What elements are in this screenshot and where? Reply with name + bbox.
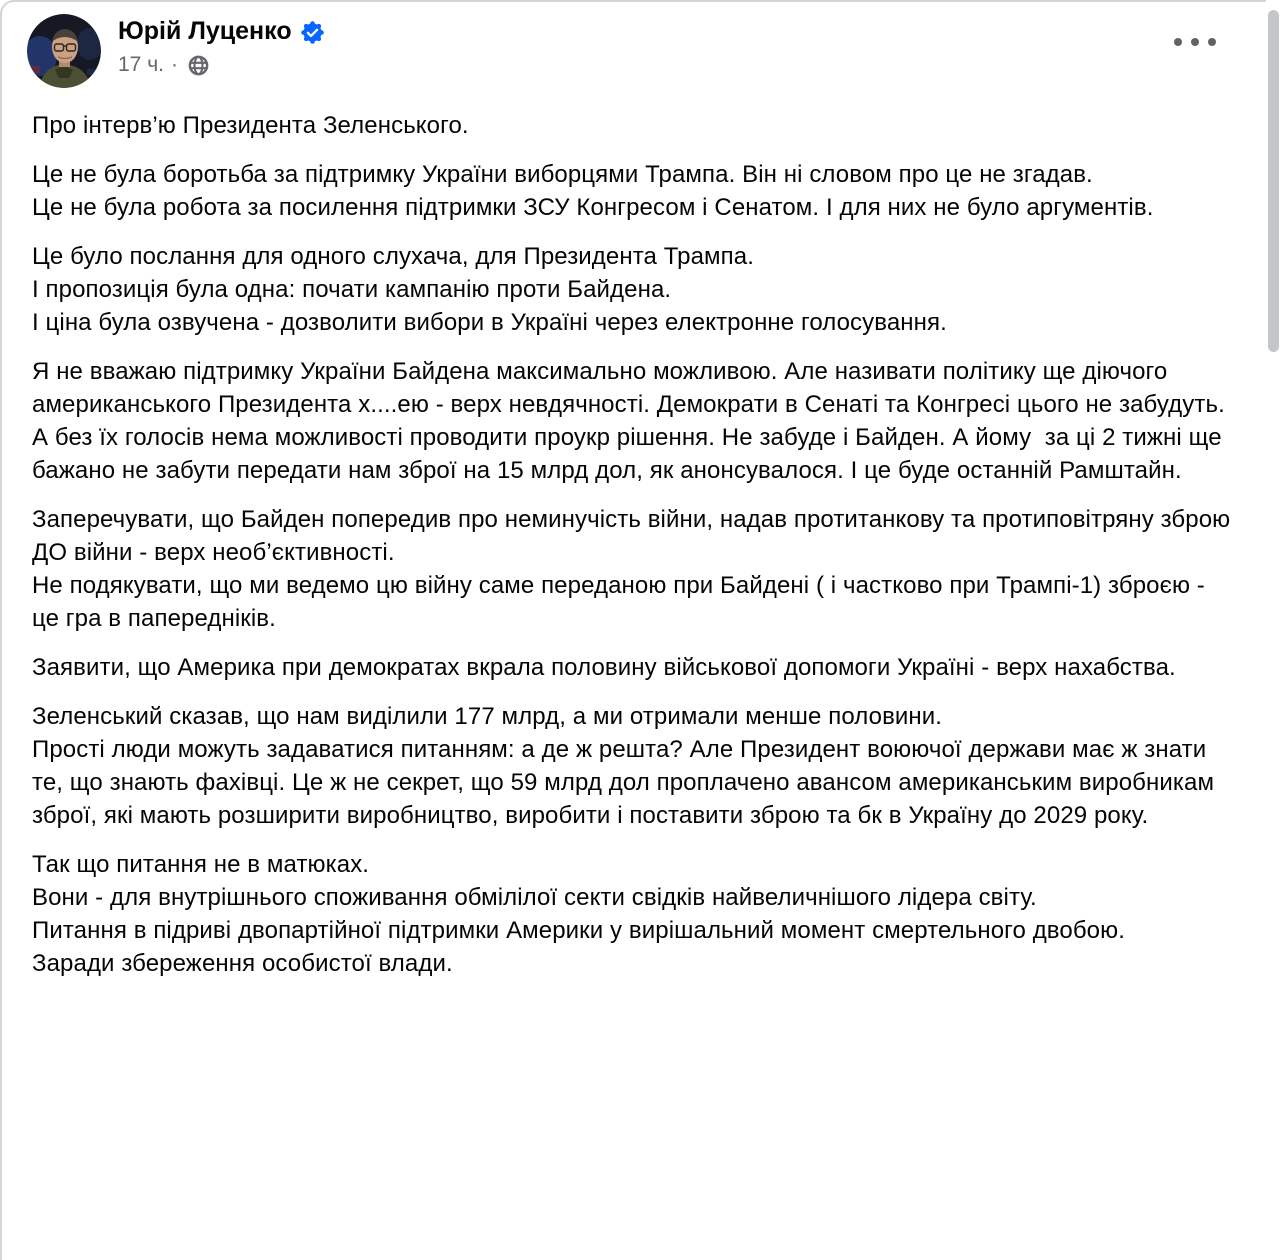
- author-row: [118, 16, 324, 46]
- avatar-image: [27, 14, 101, 88]
- globe-icon: [187, 54, 210, 77]
- post-text-line: Вони - для внутрішнього споживання обмілілої секти свідків найвеличнішого лідера світу.: [32, 884, 1037, 911]
- post-text-line: Заявити, що Америка при демократах вкрала половину військової допомоги Україні - верх нахабства.: [32, 654, 1176, 681]
- post-text-line: Це було послання для одного слухача, для Президента Трампа.: [32, 243, 754, 270]
- post-text-line: Це не була боротьба за підтримку України виборцями Трампа. Він ні словом про це не згадав.: [32, 161, 1093, 188]
- ellipsis-icon: [1174, 38, 1182, 46]
- scrollbar-thumb[interactable]: [1268, 10, 1279, 352]
- post-text-line: Заради збереження особистої влади.: [32, 950, 453, 977]
- ellipsis-icon: [1208, 38, 1216, 46]
- post-text-line: Не подякувати, що ми ведемо цю війну саме переданою при Байдені ( і частково при Трампі-1) зброєю - це гра в папередніків.: [32, 572, 1212, 632]
- ellipsis-icon: [1191, 38, 1199, 46]
- post-paragraph: [32, 158, 1232, 224]
- author-name[interactable]: Юрій Луценко: [118, 17, 292, 45]
- post-text-line: І ціна була озвучена - дозволити вибори в Україні через електронне голосування.: [32, 309, 947, 336]
- post-meta: [118, 53, 324, 77]
- post-text-line: Про інтерв’ю Президента Зеленського.: [32, 112, 469, 139]
- post-paragraph: [32, 503, 1238, 635]
- post-text-line: Заперечувати, що Байден попередив про неминучість війни, надав протитанкову та протиповітряну зброю ДО війни - верх необ’єктивності.: [32, 506, 1238, 566]
- post-header: [2, 2, 1266, 88]
- post-paragraph: [32, 651, 1232, 684]
- post-paragraph: [32, 700, 1232, 832]
- post-paragraph: [32, 109, 1232, 142]
- post-text-line: І пропозиція була одна: почати кампанію проти Байдена.: [32, 276, 672, 303]
- header-info: [118, 14, 324, 77]
- post-text-line: Це не була робота за посилення підтримки ЗСУ Конгресом і Сенатом. І для них не було аргументів.: [32, 194, 1154, 221]
- post-paragraph: [32, 848, 1232, 980]
- post-paragraph: [32, 355, 1232, 487]
- post-text: [2, 88, 1266, 1010]
- post-text-line: Питання в підриві двопартійної підтримки Америки у вирішальний момент смертельного двобою.: [32, 917, 1125, 944]
- verified-badge-icon: [301, 21, 324, 44]
- post-text-line: Я не вважаю підтримку України Байдена максимально можливою. Але називати політику ще діючого американського Президента х....ею - верх невдячності. Демократи в Сенаті та Конгресі цього не забудуть. А без їх голосів нема можливості проводити проукр рішення. Не забуде і Байден. А йому за ці 2 тижні ще бажано не забути передати нам зброї на 15 млрд дол, як анонсувалося. І це буде останній Рамштайн.: [32, 358, 1232, 484]
- post-text-line: Прості люди можуть задаватися питанням: а де ж решта? Але Президент воюючої держави має ж знати те, що знають фахівці. Це ж не секрет, що 59 млрд дол проплачено авансом американським виробникам зброї, які мають розширити виробництво, виробити і поставити зброю та бк в Україну до 2029 року.: [32, 736, 1221, 829]
- meta-separator: ·: [170, 53, 178, 76]
- post-text-line: Так що питання не в матюках.: [32, 851, 370, 878]
- post-paragraph: [32, 240, 1232, 339]
- avatar[interactable]: [27, 14, 101, 88]
- post-text-line: Зеленський сказав, що нам виділили 177 млрд, а ми отримали менше половини.: [32, 703, 943, 730]
- scrollbar[interactable]: [1266, 0, 1280, 1260]
- timestamp[interactable]: 17 ч.: [118, 53, 164, 76]
- more-options-button[interactable]: [1168, 32, 1222, 52]
